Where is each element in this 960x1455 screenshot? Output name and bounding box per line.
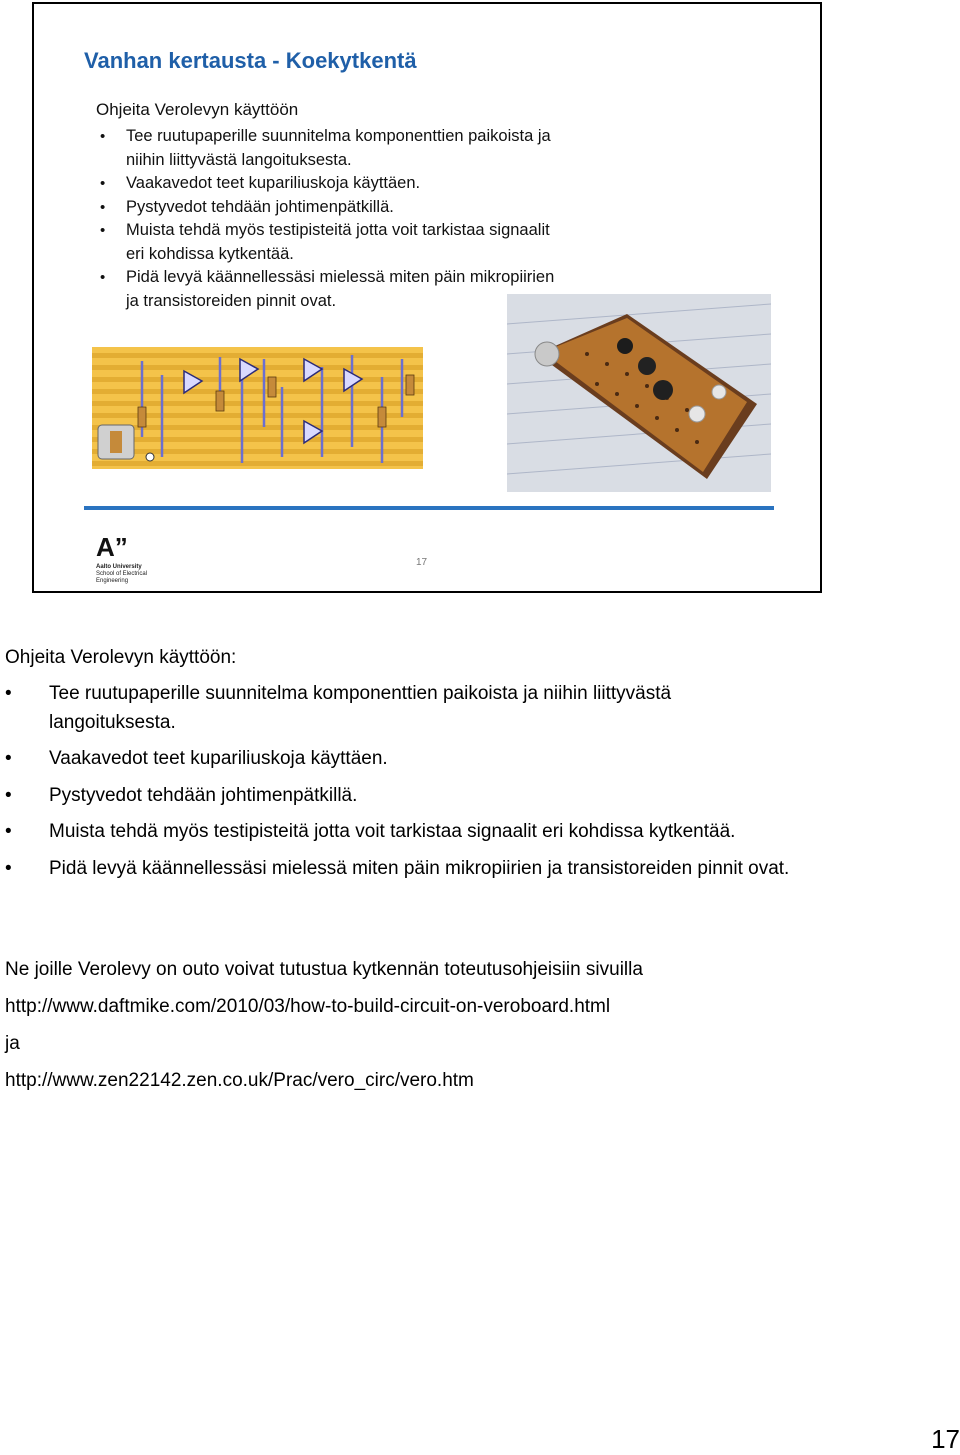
page-number: 17 bbox=[931, 1424, 960, 1454]
slide-title: Vanhan kertausta - Koekytkentä bbox=[84, 48, 417, 73]
notes-bullet: • Pidä levyä käännellessäsi mielessä miten päin mikropiirien ja transistoreiden pinnit ovat. bbox=[5, 855, 849, 884]
slide-bullet: • Tee ruutupaperille suunnitelma komponenttien paikoista ja niihin liittyvästä langoituksesta. bbox=[96, 125, 556, 172]
slide-divider bbox=[84, 506, 774, 510]
aalto-university-logo bbox=[94, 530, 174, 586]
notes-conjunction: ja bbox=[5, 1033, 20, 1054]
daftmike-link[interactable]: http://www.daftmike.com/2010/03/how-to-build-circuit-on-veroboard.html bbox=[5, 996, 611, 1017]
slide-bullet-list bbox=[96, 125, 556, 313]
logo-line1: Aalto University bbox=[96, 564, 142, 570]
slide-bullet: • Pidä levyä käännellessäsi mielessä miten päin mikropiirien ja transistoreiden pinnit ovat. bbox=[96, 266, 556, 313]
logo-line2: School of Electrical bbox=[96, 571, 148, 577]
veroboard-layout-diagram bbox=[92, 347, 423, 469]
veroboard-photo bbox=[507, 294, 771, 492]
slide-subheading: Ohjeita Verolevyn käyttöön bbox=[96, 100, 299, 119]
notes-bullet: • Muista tehdä myös testipisteitä jotta voit tarkistaa signaalit eri kohdissa kytkentää. bbox=[5, 818, 875, 847]
slide-bullet: • Pystyvedot tehdään johtimenpätkillä. bbox=[96, 196, 556, 220]
logo-line3: Engineering bbox=[96, 578, 129, 584]
notes-intro: Ohjeita Verolevyn käyttöön: bbox=[5, 647, 237, 668]
slide-frame bbox=[32, 2, 822, 593]
zen-link[interactable]: http://www.zen22142.zen.co.uk/Prac/vero_circ/vero.htm bbox=[5, 1070, 474, 1091]
notes-resources-intro: Ne joille Verolevy on outo voivat tutustua kytkennän toteutusohjeisiin sivuilla bbox=[5, 959, 643, 980]
notes-bullet: • Pystyvedot tehdään johtimenpätkillä. bbox=[5, 782, 875, 811]
slide-page-number: 17 bbox=[416, 557, 428, 568]
notes-bullet: • Tee ruutupaperille suunnitelma komponenttien paikoista ja niihin liittyvästä langoituksesta. bbox=[5, 680, 789, 737]
slide-bullet: • Vaakavedot teet kupariliuskoja käyttäen. bbox=[96, 172, 556, 196]
logo-mark: A” bbox=[96, 532, 128, 562]
notes-bullet: • Vaakavedot teet kupariliuskoja käyttäen. bbox=[5, 745, 875, 774]
notes-bullet-list bbox=[5, 680, 875, 891]
slide-bullet: • Muista tehdä myös testipisteitä jotta voit tarkistaa signaalit eri kohdissa kytkentää. bbox=[96, 219, 556, 266]
